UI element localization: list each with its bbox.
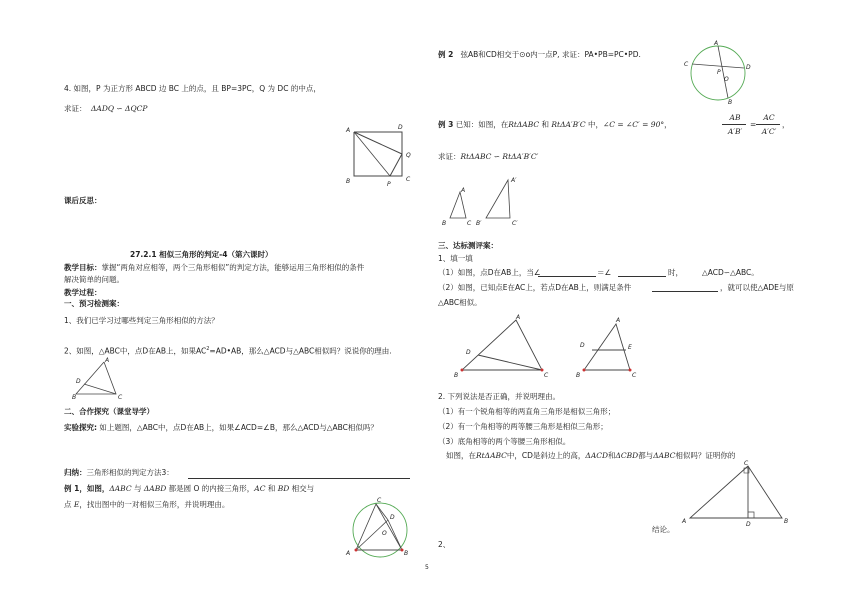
- f1-label-B: B: [454, 372, 459, 379]
- q2-statement: 2. 下列说法是否正确，并说明理由。: [438, 392, 561, 401]
- ex3-frac1-num: AB: [729, 113, 741, 122]
- ex3-frac2-den: A′C′: [761, 127, 777, 136]
- q4-statement: 4. 如图，P 为正方形 ABCD 边 BC 上的点，且 BP=3PC，Q 为 DC 的中点，: [64, 84, 321, 93]
- fill-q1-b: ＝∠: [597, 268, 612, 277]
- c1-label-B: B: [404, 550, 409, 557]
- fill-q1-blank2[interactable]: [618, 276, 666, 277]
- page-number: 5: [425, 564, 429, 571]
- ex3-text: 已知：如图，在: [455, 120, 509, 129]
- summary-label: 归纳：: [64, 468, 87, 477]
- label-Q: Q: [406, 152, 411, 159]
- ex1-m3: 和: [265, 484, 278, 493]
- rt-label-A1: A′: [511, 177, 517, 184]
- ex3-f1: RtΔABC: [508, 120, 540, 129]
- ex3-frac2-num: AC: [763, 113, 775, 122]
- ex3-comma: ，: [664, 120, 672, 129]
- rt-label-C: C: [467, 220, 472, 227]
- ex3-frac1-bar: [722, 124, 746, 125]
- ex3-frac1-den: A′B′: [727, 127, 743, 136]
- square-figure: [340, 120, 420, 190]
- preview-q2: [64, 346, 392, 356]
- q2-item3: （3）底角相等的两个等腰三角形相似。: [438, 437, 571, 446]
- tri-label-A: A: [105, 357, 110, 364]
- label-D: D: [398, 124, 403, 131]
- c2-label-D: D: [746, 64, 751, 71]
- fill-q1-d: △ACD∽△ABC。: [702, 268, 759, 277]
- label-C: C: [406, 176, 411, 183]
- c2-label-C: C: [684, 61, 689, 68]
- tri-label-C: C: [118, 394, 123, 401]
- circle-figure-ex1: [346, 498, 416, 562]
- goal-text: 掌握“两角对应相等，两个三角形相似”的判定方法，能够运用三角形相似的条件: [101, 263, 365, 272]
- ex1-m2: 都是圆 O 的内接三角形，: [166, 484, 255, 493]
- f2-label-B: B: [576, 372, 581, 379]
- rt-label-C1: C′: [512, 220, 518, 227]
- ex1-l2b: ，找出图中的一对相似三角形，并说明理由。: [79, 500, 230, 509]
- q2-item1: （1）有一个锐角相等的两直角三角形是相似三角形；: [438, 407, 616, 416]
- rt-label-A: A: [461, 187, 466, 194]
- fill-q1-a: （1）如图，点D在AB上，当∠: [438, 268, 541, 277]
- c2-label-A: A: [714, 40, 719, 47]
- f2-label-D: D: [580, 342, 585, 349]
- q3-f4: ΔABC: [653, 451, 676, 460]
- right-triangles-figure: [440, 170, 540, 228]
- c1-label-D: D: [390, 514, 395, 521]
- fill-q2-c: △ABC相似。: [438, 298, 482, 307]
- f2-label-A: A: [616, 317, 621, 324]
- ex3-eq: =: [750, 120, 757, 129]
- q4-prove-label: 求证：: [64, 104, 87, 113]
- triangle-fill-q2: [574, 316, 644, 378]
- triangle-acd-figure: [72, 358, 132, 400]
- label-P: P: [387, 181, 391, 188]
- alt-label-D: D: [746, 521, 751, 528]
- c2-label-B: B: [728, 99, 733, 106]
- ex3-end: ，: [782, 120, 790, 129]
- q3-a: 如图，在: [446, 451, 476, 460]
- label-B: B: [346, 178, 351, 185]
- ex1-intro: 例 1，如图，: [64, 484, 110, 493]
- c2-label-O: O: [724, 76, 729, 83]
- ex1-f4: BD: [277, 484, 290, 493]
- c1-label-A: A: [346, 550, 351, 557]
- altitude-triangle-figure: [680, 462, 792, 528]
- alt-label-B: B: [784, 518, 789, 525]
- preview-q2-b: =AD•AB，那么△ACD与△ABC相似吗？说说你的理由.: [209, 346, 392, 356]
- ex3-m2: 中，: [585, 120, 603, 129]
- q3-f1: RtΔABC: [476, 451, 507, 460]
- preview-q2-sup: 2: [206, 346, 210, 352]
- q3-c: 和: [608, 451, 616, 460]
- ex1-l2a: 点: [64, 500, 74, 509]
- ex1-f3: AC: [254, 484, 266, 493]
- summary-blank: [188, 478, 410, 479]
- label-A: A: [346, 127, 351, 134]
- rt-label-B: B: [442, 220, 447, 227]
- circle-figure-ex2: [684, 42, 754, 104]
- f2-label-C: C: [632, 372, 637, 379]
- rt-label-B1: B′: [476, 220, 482, 227]
- ex3-prove-formula: RtΔABC ∽ RtΔA′B′C′: [460, 152, 539, 161]
- f2-label-E: E: [628, 344, 632, 351]
- summary-text: 三角形相似的判定方法3：: [86, 468, 174, 477]
- c1-label-O: O: [382, 530, 387, 537]
- f1-label-D: D: [466, 349, 471, 356]
- q4-formula: ΔADQ ∽ ΔQCP: [91, 104, 148, 113]
- goal-label: 教学目标：: [64, 263, 102, 272]
- preview-q2-a: 2、如图，△ABC中，点D在AB上，如果AC: [64, 346, 207, 356]
- f1-label-A: A: [516, 314, 521, 321]
- q3-f2: ΔACD: [585, 451, 608, 460]
- fill-q1-blank1[interactable]: [538, 276, 596, 277]
- section-explore: 二、合作探究（课堂导学）: [64, 407, 154, 416]
- f1-label-C: C: [544, 372, 549, 379]
- ex3-f3: ∠C = ∠C′ = 90°: [602, 120, 665, 129]
- ex3-prove-label: 求证：: [438, 152, 461, 161]
- lesson-title: 27.2.1 相似三角形的判定-4（第六课时）: [130, 250, 273, 259]
- explore-text: 如上题图，△ABC中，点D在AB上，如果∠ACD=∠B，那么△ACD与△ABC相似吗？: [99, 423, 378, 432]
- reflection-heading: 课后反思：: [64, 196, 102, 205]
- ex3-m1: 和: [539, 120, 552, 129]
- fill-heading: 1、填一填: [438, 254, 473, 263]
- section-assessment: 三、达标测评案：: [438, 241, 498, 250]
- preview-q1: 1、我们已学习过哪些判定三角形相似的方法？: [64, 316, 219, 325]
- ex3-frac2-bar: [756, 124, 780, 125]
- ex2-label: 例 2: [438, 50, 454, 59]
- triangle-fill-q1: [454, 312, 564, 378]
- explore-label: 实验探究:: [64, 423, 97, 432]
- q2-item2: （2）有一个角相等的两等腰三角形是相似三角形；: [438, 422, 608, 431]
- process-label: 教学过程：: [64, 288, 102, 297]
- alt-label-C: C: [744, 460, 749, 467]
- ex2-text: 弦AB和CD相交于⊙o内一点P, 求证：PA•PB=PC•PD.: [460, 50, 641, 59]
- fill-q2-blank[interactable]: [652, 291, 718, 292]
- ex1-f2: ΔABD: [143, 484, 167, 493]
- ex3-label: 例 3: [438, 120, 454, 129]
- q3-f3: ΔCBD: [615, 451, 639, 460]
- section-preview: 一、预习检测案：: [64, 299, 124, 308]
- c1-label-C: C: [377, 497, 382, 504]
- ex1-f1: ΔABC: [109, 484, 132, 493]
- alt-label-A: A: [682, 518, 687, 525]
- goal-text-cont: 解决简单的问题。: [64, 275, 124, 284]
- ex1-m4: 相交与: [289, 484, 315, 493]
- q3-conclusion: 结论。: [652, 525, 675, 534]
- ex3-f2: RtΔA′B′C: [551, 120, 586, 129]
- c2-label-P: P: [717, 69, 721, 76]
- tri-label-D: D: [76, 378, 81, 385]
- fill-q2-b: ，就可以使△ADE与原: [720, 283, 794, 292]
- fill-q2-a: （2）如图，已知点E在AC上，若点D在AB上，则满足条件: [438, 283, 632, 292]
- tri-label-B: B: [72, 394, 77, 401]
- ex1-m1: 与: [131, 484, 144, 493]
- q3-d: 都与: [638, 451, 654, 460]
- next-question-number: 2、: [438, 540, 451, 549]
- fill-q1-c: 时，: [668, 268, 683, 277]
- ex1-f5: E: [73, 500, 80, 509]
- q3-b: 中，CD是斜边上的高，: [506, 451, 586, 460]
- q3-e: 相似吗？证明你的: [675, 451, 736, 460]
